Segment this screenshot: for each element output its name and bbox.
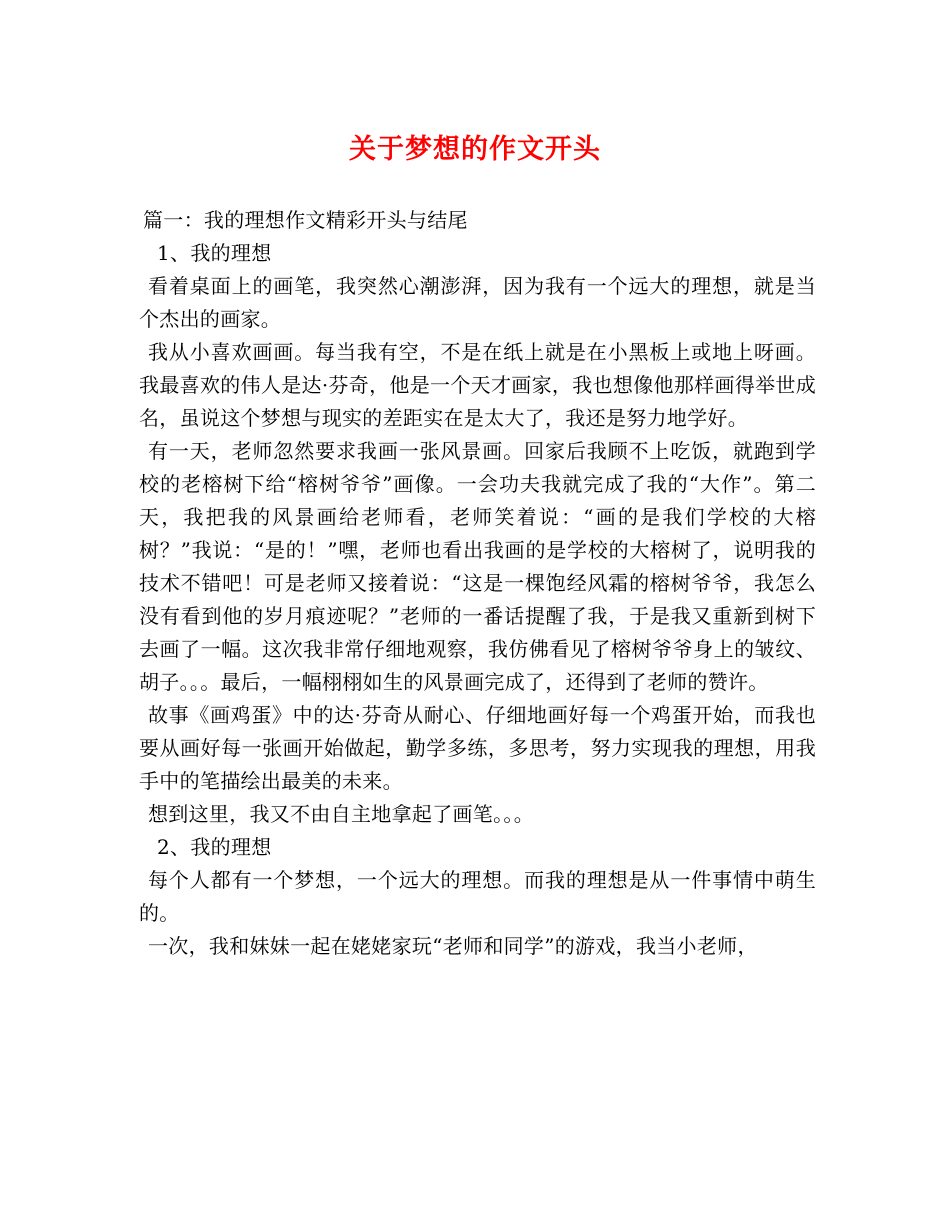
essay-1-paragraph-1: 看着桌面上的画笔，我突然心潮澎湃，因为我有一个远大的理想，就是当个杰出的画家。 [139,274,816,331]
section-heading: 篇一：我的理想作文精彩开头与结尾 [143,208,468,232]
essay-2-paragraph-1: 每个人都有一个梦想，一个远大的理想。而我的理想是从一件事情中萌生的。 [139,868,816,925]
essay-2-heading: 2、我的理想 [157,835,272,859]
essay-1-paragraph-4: 故事《画鸡蛋》中的达·芬奇从耐心、仔细地画好每一个鸡蛋开始，而我也要从画好每一张画开始做起，勤学多练，多思考，努力实现我的理想，用我手中的笔描绘出最美的未来。 [139,703,816,793]
essay-2-paragraph-2: 一次，我和妹妹一起在姥姥家玩“老师和同学”的游戏，我当小老师， [148,934,758,958]
document-title: 关于梦想的作文开头 [349,134,601,165]
essay-1-paragraph-3: 有一天，老师忽然要求我画一张风景画。回家后我顾不上吃饭，就跑到学校的老榕树下给“榕树爷爷”画像。一会功夫我就完成了我的“大作”。第二天，我把我的风景画给老师看，老师笑着说：“画的是我们学校的大榕树？”我说：“是的！”嘿，老师也看出我画的是学校的大榕树了，说明我的技术不错吧！可是老师又接着说：“这是一棵饱经风霜的榕树爷爷，我怎么没有看到他的岁月痕迹呢？”老师的一番话提醒了我，于是我又重新到树下去画了一幅。这次我非常仔细地观察，我仿佛看见了榕树爷爷身上的皱纹、胡子。。。最后，一幅栩栩如生的风景画完成了，还得到了老师的赞许。 [139,439,816,694]
essay-1-heading: 1、我的理想 [157,241,272,265]
essay-1-paragraph-2: 我从小喜欢画画。每当我有空，不是在纸上就是在小黑板上或地上呀画。我最喜欢的伟人是达·芬奇，他是一个天才画家，我也想像他那样画得举世成名，虽说这个梦想与现实的差距实在是太大了，我还是努力地学好。 [139,340,816,430]
essay-1-paragraph-5: 想到这里，我又不由自主地拿起了画笔。。。 [148,802,534,826]
document-body [139,204,816,963]
